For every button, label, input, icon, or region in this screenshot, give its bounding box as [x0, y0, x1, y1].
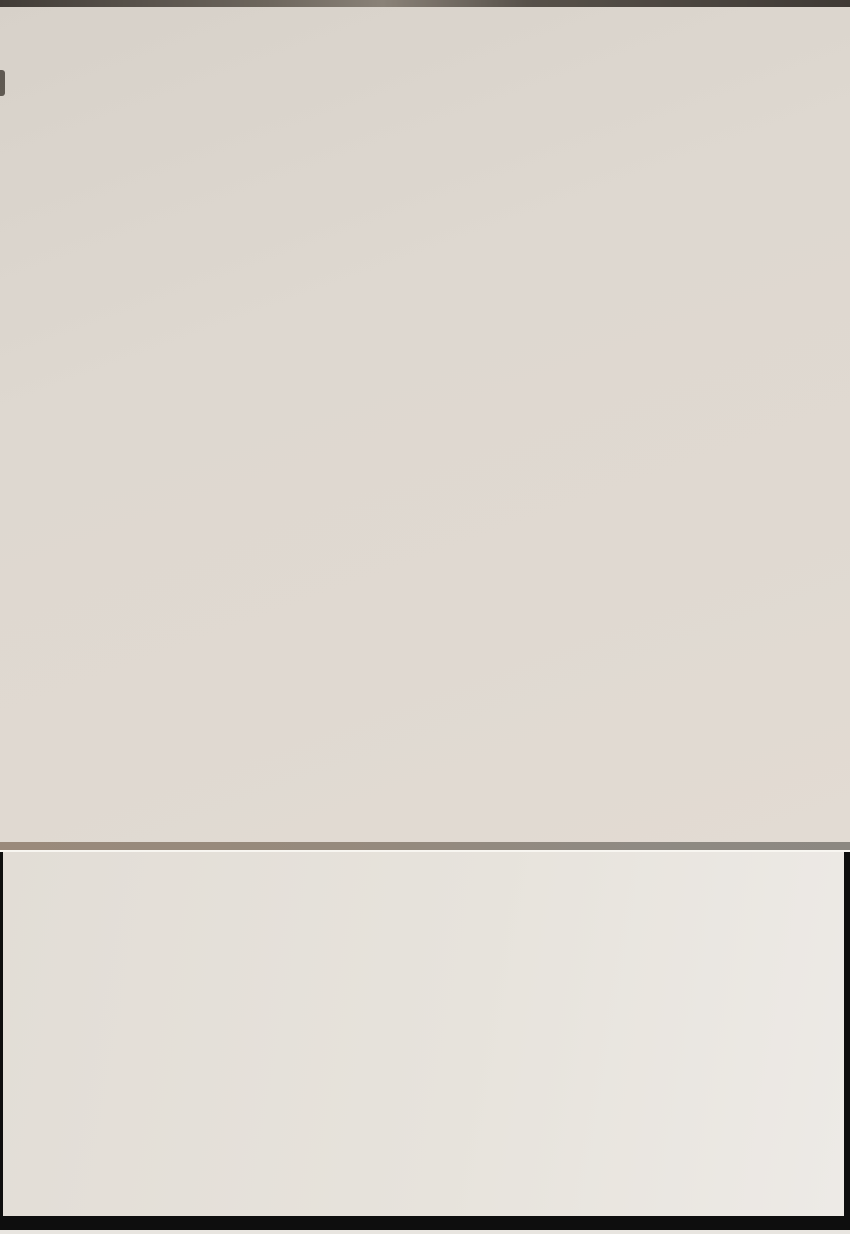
agenda-items-5-9 — [3, 884, 793, 892]
page-2-paper — [3, 852, 844, 1216]
page-1-content — [0, 0, 850, 40]
photo-seam — [0, 842, 850, 852]
photo-edge-shadow-left — [0, 70, 5, 96]
scanned-page-2 — [0, 852, 850, 1234]
agenda-sub-items-bottom — [3, 878, 793, 886]
page-2-content — [3, 852, 844, 892]
